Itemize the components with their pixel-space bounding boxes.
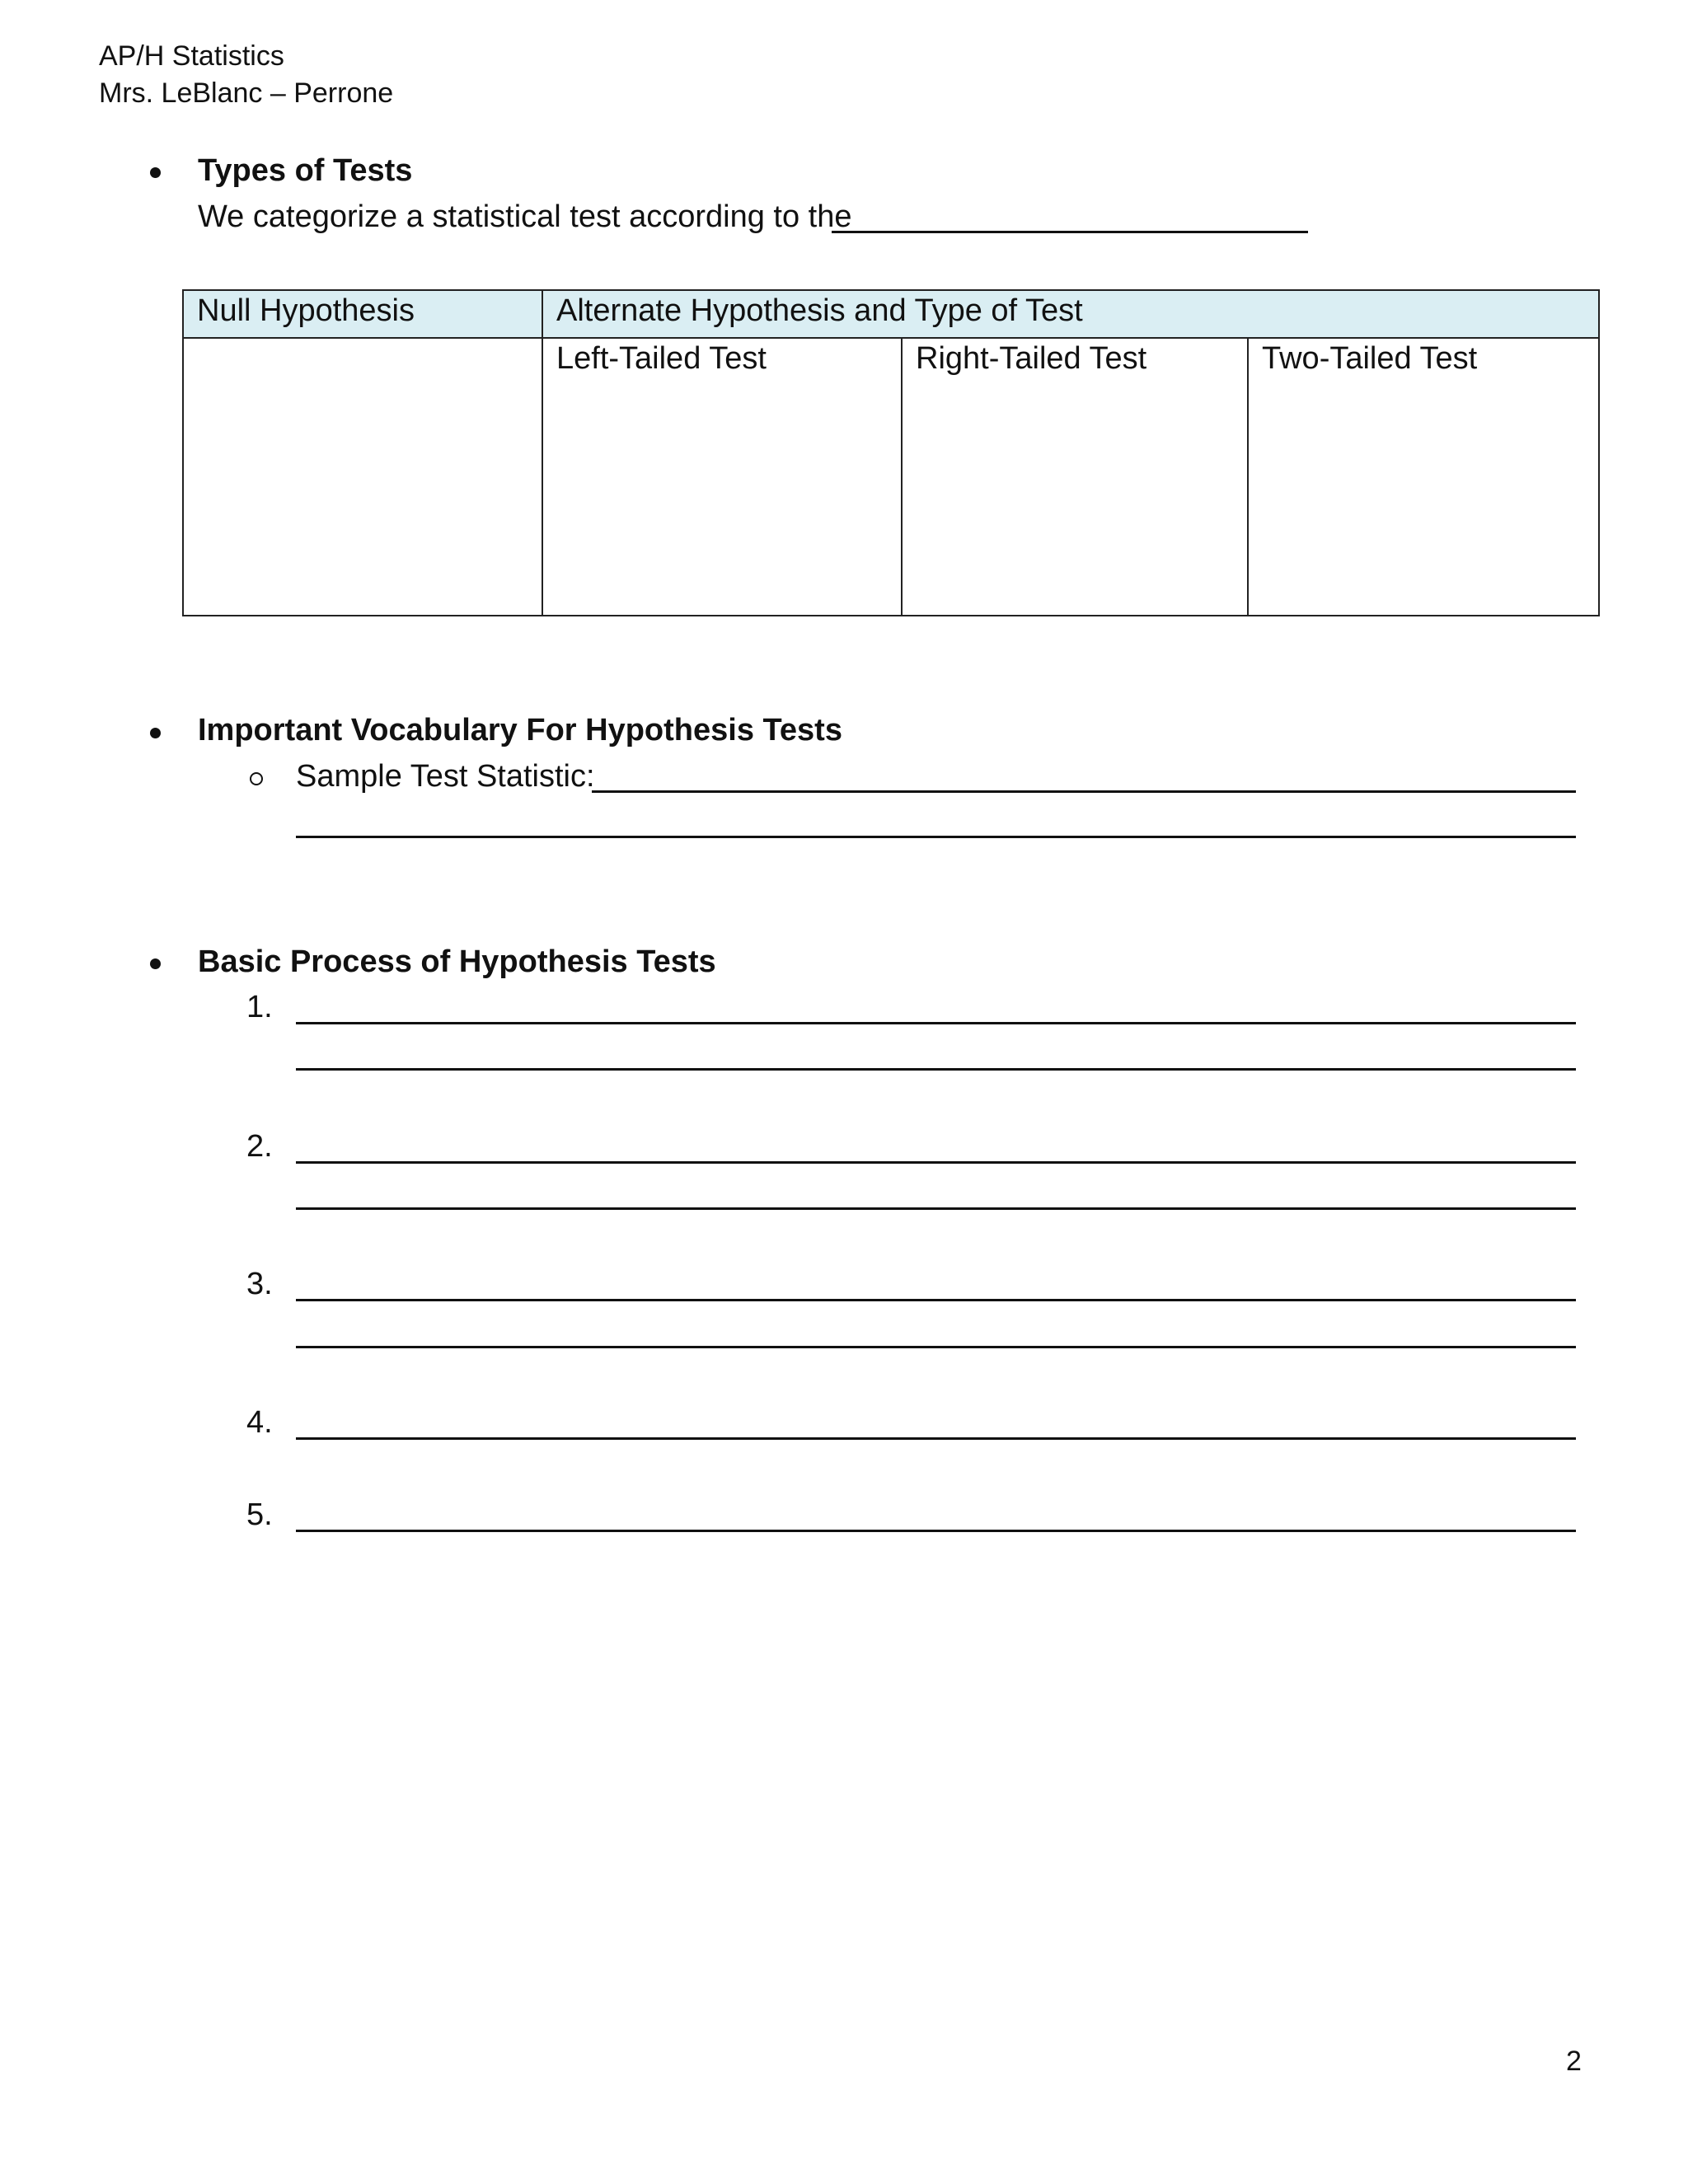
answer-blank-line (296, 1530, 1576, 1532)
answer-blank-line (832, 231, 1308, 233)
circle-bullet-icon (250, 772, 263, 785)
step-number: 2. (246, 1129, 273, 1164)
two-tailed-cell: Two-Tailed Test (1248, 338, 1599, 616)
left-tailed-cell: Left-Tailed Test (542, 338, 902, 616)
bullet-icon (150, 958, 161, 969)
table-row (183, 338, 1599, 616)
answer-blank-line (296, 1068, 1576, 1071)
answer-blank-line (296, 1346, 1576, 1348)
vocabulary-heading: Important Vocabulary For Hypothesis Tests (198, 713, 842, 748)
null-hypothesis-cell (183, 338, 542, 616)
step-number: 1. (246, 990, 273, 1024)
right-tailed-cell: Right-Tailed Test (902, 338, 1248, 616)
page-number: 2 (1566, 2046, 1582, 2077)
answer-blank-line (296, 1161, 1576, 1164)
course-title: AP/H Statistics (99, 40, 284, 72)
types-of-tests-heading: Types of Tests (198, 153, 413, 188)
teacher-name: Mrs. LeBlanc – Perrone (99, 77, 394, 109)
types-of-tests-sentence: We categorize a statistical test according to the (198, 199, 852, 234)
process-heading: Basic Process of Hypothesis Tests (198, 944, 716, 979)
answer-blank-line (296, 836, 1576, 838)
answer-blank-line (296, 1299, 1576, 1301)
alternate-hypothesis-header: Alternate Hypothesis and Type of Test (542, 290, 1599, 338)
step-number: 5. (246, 1497, 273, 1532)
sample-test-statistic-label: Sample Test Statistic: (296, 759, 595, 794)
answer-blank-line (296, 1207, 1576, 1210)
answer-blank-line (296, 1437, 1576, 1440)
table-header-row (183, 290, 1599, 338)
bullet-icon (150, 167, 161, 178)
null-hypothesis-header: Null Hypothesis (183, 290, 542, 338)
step-number: 4. (246, 1405, 273, 1440)
answer-blank-line (296, 1022, 1576, 1024)
step-number: 3. (246, 1267, 273, 1301)
hypothesis-table (182, 289, 1600, 616)
bullet-icon (150, 728, 161, 738)
answer-blank-line (592, 790, 1576, 793)
